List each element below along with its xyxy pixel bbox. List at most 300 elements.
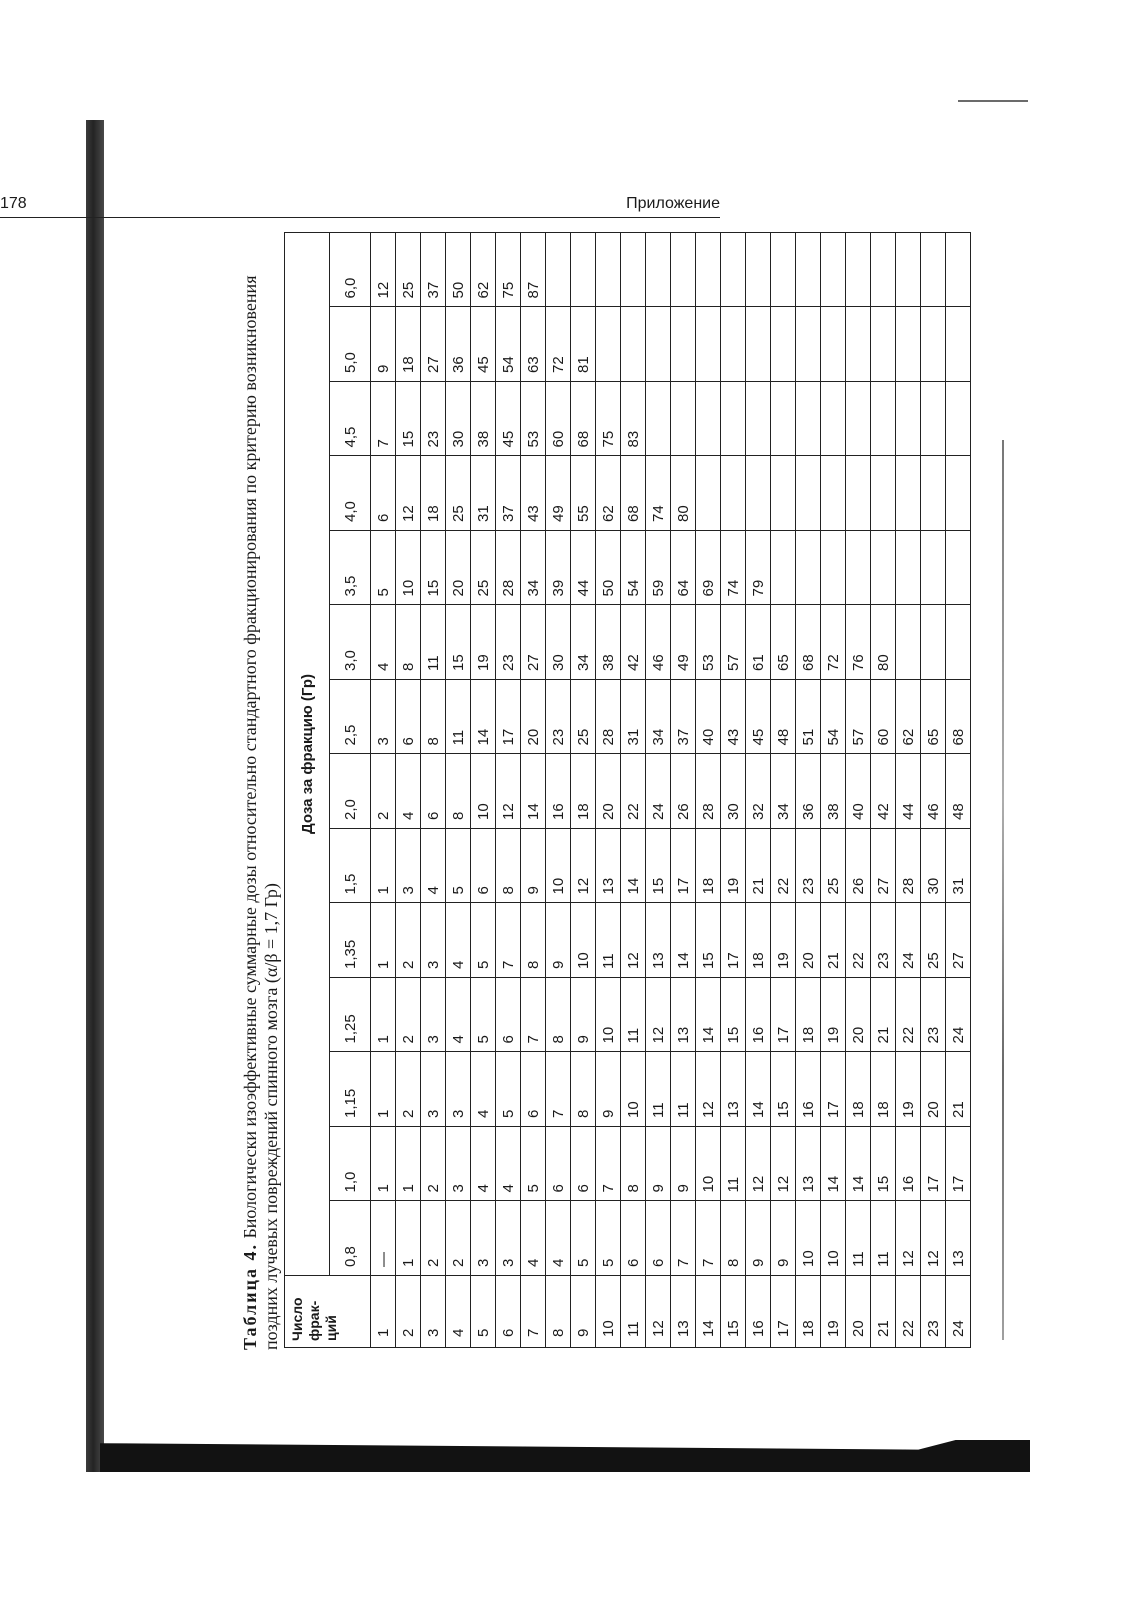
dose-value-cell: 57 <box>721 605 746 680</box>
dose-value-cell: 10 <box>796 1201 821 1276</box>
dose-value-cell: 9 <box>646 1127 671 1202</box>
dose-value-cell: 30 <box>921 829 946 904</box>
dose-value-cell: 62 <box>596 456 621 531</box>
dose-value-cell: 10 <box>821 1201 846 1276</box>
dose-value-cell: 74 <box>646 456 671 531</box>
dose-value-cell: 8 <box>496 829 521 904</box>
dose-value-cell: 10 <box>621 1052 646 1127</box>
dose-value-cell: 4 <box>371 605 396 680</box>
dose-value-cell: 15 <box>396 382 421 457</box>
dose-value-cell: 27 <box>521 605 546 680</box>
dose-value-cell <box>946 233 971 308</box>
fractions-count-cell: 6 <box>496 1276 521 1348</box>
dose-value-cell: 17 <box>921 1127 946 1202</box>
dose-value-cell: 11 <box>871 1201 896 1276</box>
dose-value-cell: 46 <box>921 754 946 829</box>
dose-value-cell: 39 <box>546 531 571 606</box>
dose-value-cell: 48 <box>771 680 796 755</box>
dose-value-cell: 7 <box>696 1201 721 1276</box>
dose-value-cell: 4 <box>471 1127 496 1202</box>
dose-value-cell: 24 <box>896 903 921 978</box>
dose-value-cell: 48 <box>946 754 971 829</box>
dose-value-cell: 49 <box>671 605 696 680</box>
dose-value-cell: 15 <box>421 531 446 606</box>
dose-column-header: 1,25 <box>330 978 371 1053</box>
table-row <box>696 233 721 1348</box>
dose-value-cell: 18 <box>796 978 821 1053</box>
dose-value-cell <box>696 382 721 457</box>
dose-value-cell: 14 <box>746 1052 771 1127</box>
dose-value-cell: 18 <box>696 829 721 904</box>
dose-value-cell: 20 <box>796 903 821 978</box>
dose-value-cell <box>696 307 721 382</box>
dose-value-cell: 87 <box>521 233 546 308</box>
dose-value-cell: 2 <box>396 903 421 978</box>
dose-value-cell: 5 <box>471 903 496 978</box>
section-title: Приложение <box>626 195 720 212</box>
dose-value-cell: 12 <box>746 1127 771 1202</box>
table-body <box>371 233 971 1348</box>
dose-value-cell: 4 <box>446 978 471 1053</box>
dose-value-cell <box>671 382 696 457</box>
book-page <box>0 195 967 1350</box>
dose-value-cell: 11 <box>446 680 471 755</box>
dose-value-cell <box>871 531 896 606</box>
dose-value-cell: 16 <box>746 978 771 1053</box>
dose-value-cell <box>821 456 846 531</box>
fractions-count-cell: 1 <box>371 1276 396 1348</box>
dose-value-cell: 17 <box>496 680 521 755</box>
dose-value-cell: 12 <box>621 903 646 978</box>
dose-value-cell: 12 <box>496 754 521 829</box>
dose-value-cell: 6 <box>396 680 421 755</box>
table-caption <box>240 235 282 1350</box>
dose-value-cell: 6 <box>546 1127 571 1202</box>
dose-value-cell: 3 <box>446 1127 471 1202</box>
dose-value-cell: 31 <box>946 829 971 904</box>
dose-value-cell: 2 <box>446 1201 471 1276</box>
dose-value-cell: 12 <box>696 1052 721 1127</box>
dose-value-cell: 38 <box>471 382 496 457</box>
dose-value-cell: 19 <box>821 978 846 1053</box>
dose-value-cell: 17 <box>821 1052 846 1127</box>
dose-value-cell <box>571 233 596 308</box>
dose-value-cell: 51 <box>796 680 821 755</box>
fractions-count-cell: 13 <box>671 1276 696 1348</box>
dose-value-cell: 4 <box>446 903 471 978</box>
dose-value-cell <box>946 456 971 531</box>
dose-value-cell: 23 <box>546 680 571 755</box>
dose-value-cell: 2 <box>396 1052 421 1127</box>
dose-value-cell: 3 <box>371 680 396 755</box>
fractions-count-cell: 19 <box>821 1276 846 1348</box>
dose-value-cell <box>796 382 821 457</box>
dose-value-cell: 50 <box>446 233 471 308</box>
dose-value-cell: 7 <box>546 1052 571 1127</box>
table-caption-text: Биологически изоэффективные суммарные дозы относительно стандартного фракционирования по критерию возникновения поздних лучевых повреждений спинного мозга (α/β = 1,7 Гр) <box>240 275 281 1350</box>
dose-value-cell: 36 <box>796 754 821 829</box>
dose-value-cell: 4 <box>546 1201 571 1276</box>
dose-value-cell <box>946 605 971 680</box>
dose-value-cell: 80 <box>671 456 696 531</box>
dose-column-header: 1,5 <box>330 829 371 904</box>
dose-value-cell: 12 <box>921 1201 946 1276</box>
dose-value-cell: 12 <box>371 233 396 308</box>
fractions-count-cell: 20 <box>846 1276 871 1348</box>
dose-value-cell: 21 <box>821 903 846 978</box>
dose-value-cell: 9 <box>746 1201 771 1276</box>
dose-value-cell: 61 <box>746 605 771 680</box>
dose-value-cell <box>721 307 746 382</box>
scan-edge-shadow-left <box>86 120 104 1472</box>
fractions-count-cell: 8 <box>546 1276 571 1348</box>
dose-value-cell: 68 <box>796 605 821 680</box>
dose-value-cell: 32 <box>746 754 771 829</box>
dose-value-cell: 74 <box>721 531 746 606</box>
dose-column-header: 3,0 <box>330 605 371 680</box>
dose-value-cell: 16 <box>796 1052 821 1127</box>
dose-value-cell: 28 <box>896 829 921 904</box>
dose-value-cell: 7 <box>596 1127 621 1202</box>
dose-value-cell: 49 <box>546 456 571 531</box>
dose-value-cell: 18 <box>746 903 771 978</box>
dose-value-cell <box>696 456 721 531</box>
dose-value-cell: 38 <box>821 754 846 829</box>
dose-value-cell: 5 <box>471 978 496 1053</box>
dose-value-cell <box>896 233 921 308</box>
dose-value-cell: 4 <box>471 1052 496 1127</box>
dose-value-cell: 8 <box>446 754 471 829</box>
dose-value-cell: 25 <box>471 531 496 606</box>
dose-value-cell: 8 <box>621 1127 646 1202</box>
dose-value-cell: 63 <box>521 307 546 382</box>
dose-value-cell: 53 <box>696 605 721 680</box>
dose-value-cell <box>921 382 946 457</box>
dose-value-cell: 9 <box>371 307 396 382</box>
table-row <box>871 233 896 1348</box>
dose-column-header: 4,5 <box>330 382 371 457</box>
dose-value-cell: 1 <box>371 1127 396 1202</box>
table-row <box>546 233 571 1348</box>
table-row <box>721 233 746 1348</box>
dose-value-cell: 83 <box>621 382 646 457</box>
dose-value-cell: 18 <box>421 456 446 531</box>
dose-value-cell <box>721 233 746 308</box>
dose-value-cell <box>746 233 771 308</box>
dose-values-header-row <box>330 233 371 1348</box>
fractions-count-cell: 22 <box>896 1276 921 1348</box>
fractions-count-cell: 15 <box>721 1276 746 1348</box>
dose-value-cell: 9 <box>671 1127 696 1202</box>
dose-value-cell <box>771 382 796 457</box>
fractions-count-cell: 2 <box>396 1276 421 1348</box>
fractions-column-header: Число фрак-ций <box>285 1276 371 1348</box>
dose-value-cell: 14 <box>846 1127 871 1202</box>
fractions-count-cell: 3 <box>421 1276 446 1348</box>
dose-value-cell: — <box>371 1201 396 1276</box>
dose-value-cell <box>771 307 796 382</box>
dose-value-cell: 1 <box>371 978 396 1053</box>
dose-value-cell <box>821 233 846 308</box>
dose-column-header: 2,0 <box>330 754 371 829</box>
dose-value-cell: 13 <box>596 829 621 904</box>
dose-value-cell: 59 <box>646 531 671 606</box>
dose-value-cell: 22 <box>846 903 871 978</box>
dose-value-cell: 1 <box>396 1127 421 1202</box>
dose-value-cell: 6 <box>646 1201 671 1276</box>
dose-value-cell <box>721 456 746 531</box>
dose-value-cell <box>746 382 771 457</box>
fractions-count-cell: 4 <box>446 1276 471 1348</box>
dose-value-cell: 9 <box>521 829 546 904</box>
dose-column-header: 4,0 <box>330 456 371 531</box>
dose-group-header: Доза за фракцию (Гр) <box>285 233 330 1276</box>
dose-value-cell <box>546 233 571 308</box>
dose-value-cell <box>946 382 971 457</box>
page-number: 178 <box>0 195 27 212</box>
dose-value-cell: 45 <box>496 382 521 457</box>
dose-value-cell: 5 <box>521 1127 546 1202</box>
dose-column-header: 0,8 <box>330 1201 371 1276</box>
table-row <box>621 233 646 1348</box>
dose-value-cell: 12 <box>771 1127 796 1202</box>
dose-value-cell: 11 <box>846 1201 871 1276</box>
dose-value-cell <box>896 605 921 680</box>
dose-value-cell: 9 <box>596 1052 621 1127</box>
dose-value-cell <box>846 382 871 457</box>
dose-value-cell: 16 <box>546 754 571 829</box>
dose-value-cell: 14 <box>671 903 696 978</box>
dose-value-cell: 27 <box>946 903 971 978</box>
dose-value-cell: 10 <box>571 903 596 978</box>
dose-value-cell: 54 <box>621 531 646 606</box>
dose-value-cell <box>621 307 646 382</box>
dose-column-header: 1,35 <box>330 903 371 978</box>
dose-value-cell <box>846 233 871 308</box>
dose-value-cell: 3 <box>421 903 446 978</box>
dose-value-cell: 60 <box>546 382 571 457</box>
table-row <box>796 233 821 1348</box>
dose-value-cell: 25 <box>571 680 596 755</box>
dose-value-cell: 6 <box>521 1052 546 1127</box>
dose-value-cell: 13 <box>721 1052 746 1127</box>
dose-value-cell: 7 <box>671 1201 696 1276</box>
dose-value-cell: 75 <box>596 382 621 457</box>
dose-value-cell: 22 <box>771 829 796 904</box>
dose-value-cell <box>771 531 796 606</box>
dose-value-cell: 4 <box>521 1201 546 1276</box>
dose-value-cell <box>921 531 946 606</box>
dose-value-cell: 14 <box>621 829 646 904</box>
dose-column-header: 6,0 <box>330 233 371 308</box>
table-row <box>396 233 421 1348</box>
dose-value-cell: 9 <box>546 903 571 978</box>
dose-value-cell: 9 <box>771 1201 796 1276</box>
dose-value-cell <box>946 531 971 606</box>
dose-value-cell: 42 <box>621 605 646 680</box>
dose-value-cell: 15 <box>771 1052 796 1127</box>
dose-value-cell: 14 <box>521 754 546 829</box>
dose-value-cell: 3 <box>446 1052 471 1127</box>
dose-value-cell: 30 <box>721 754 746 829</box>
dose-value-cell: 3 <box>396 829 421 904</box>
scan-mark-top <box>958 100 1028 102</box>
dose-value-cell: 23 <box>921 978 946 1053</box>
table-caption-label: Таблица 4. <box>240 1243 260 1350</box>
dose-value-cell <box>646 382 671 457</box>
dose-value-cell: 19 <box>471 605 496 680</box>
fractions-count-cell: 9 <box>571 1276 596 1348</box>
dose-value-cell: 55 <box>571 456 596 531</box>
dose-value-cell: 10 <box>396 531 421 606</box>
dose-value-cell: 4 <box>421 829 446 904</box>
dose-value-cell: 31 <box>471 456 496 531</box>
dose-table <box>284 232 971 1348</box>
fractions-count-cell: 10 <box>596 1276 621 1348</box>
table-row <box>746 233 771 1348</box>
dose-value-cell: 54 <box>496 307 521 382</box>
dose-column-header: 1,0 <box>330 1127 371 1202</box>
dose-value-cell: 3 <box>421 1052 446 1127</box>
dose-value-cell: 28 <box>696 754 721 829</box>
dose-value-cell <box>646 307 671 382</box>
dose-value-cell: 34 <box>646 680 671 755</box>
fractions-count-cell: 11 <box>621 1276 646 1348</box>
dose-value-cell: 75 <box>496 233 521 308</box>
dose-value-cell: 23 <box>421 382 446 457</box>
dose-value-cell: 2 <box>371 754 396 829</box>
dose-value-cell: 37 <box>421 233 446 308</box>
fractions-count-cell: 5 <box>471 1276 496 1348</box>
dose-value-cell: 45 <box>746 680 771 755</box>
dose-value-cell: 31 <box>621 680 646 755</box>
dose-value-cell: 25 <box>921 903 946 978</box>
dose-value-cell: 6 <box>496 978 521 1053</box>
dose-value-cell: 34 <box>771 754 796 829</box>
dose-value-cell: 54 <box>821 680 846 755</box>
scan-edge-shadow-bottom <box>100 1440 1030 1472</box>
dose-value-cell: 14 <box>471 680 496 755</box>
dose-value-cell: 19 <box>771 903 796 978</box>
dose-value-cell: 15 <box>646 829 671 904</box>
table-row <box>521 233 546 1348</box>
dose-value-cell: 12 <box>646 978 671 1053</box>
dose-value-cell <box>746 307 771 382</box>
dose-value-cell <box>596 307 621 382</box>
dose-value-cell: 10 <box>471 754 496 829</box>
fractions-count-cell: 21 <box>871 1276 896 1348</box>
dose-value-cell: 11 <box>671 1052 696 1127</box>
dose-value-cell <box>671 307 696 382</box>
dose-value-cell: 79 <box>746 531 771 606</box>
dose-value-cell: 28 <box>496 531 521 606</box>
dose-value-cell: 15 <box>721 978 746 1053</box>
dose-value-cell: 37 <box>496 456 521 531</box>
fractions-count-cell: 17 <box>771 1276 796 1348</box>
dose-value-cell: 6 <box>571 1127 596 1202</box>
table-row <box>921 233 946 1348</box>
dose-value-cell: 72 <box>821 605 846 680</box>
dose-value-cell: 80 <box>871 605 896 680</box>
dose-value-cell: 12 <box>896 1201 921 1276</box>
dose-value-cell: 23 <box>796 829 821 904</box>
dose-value-cell: 26 <box>671 754 696 829</box>
dose-value-cell: 30 <box>446 382 471 457</box>
dose-value-cell: 23 <box>496 605 521 680</box>
dose-value-cell <box>821 307 846 382</box>
dose-value-cell: 24 <box>946 978 971 1053</box>
dose-value-cell: 20 <box>446 531 471 606</box>
dose-value-cell: 23 <box>871 903 896 978</box>
dose-value-cell <box>921 307 946 382</box>
dose-value-cell: 19 <box>721 829 746 904</box>
table-row <box>946 233 971 1348</box>
table-header-row <box>285 233 330 1348</box>
fractions-count-cell: 7 <box>521 1276 546 1348</box>
dose-value-cell: 65 <box>771 605 796 680</box>
dose-value-cell: 37 <box>671 680 696 755</box>
dose-value-cell: 21 <box>946 1052 971 1127</box>
dose-value-cell <box>796 531 821 606</box>
dose-value-cell: 65 <box>921 680 946 755</box>
dose-value-cell <box>871 382 896 457</box>
dose-value-cell: 1 <box>396 1201 421 1276</box>
dose-value-cell <box>921 605 946 680</box>
table-row <box>821 233 846 1348</box>
dose-value-cell: 11 <box>646 1052 671 1127</box>
dose-value-cell <box>846 531 871 606</box>
dose-value-cell: 24 <box>646 754 671 829</box>
dose-value-cell: 7 <box>521 978 546 1053</box>
dose-value-cell: 44 <box>896 754 921 829</box>
dose-value-cell: 8 <box>396 605 421 680</box>
dose-value-cell: 81 <box>571 307 596 382</box>
dose-value-cell: 27 <box>421 307 446 382</box>
scan-mark-right <box>1002 440 1004 1340</box>
dose-value-cell: 20 <box>521 680 546 755</box>
dose-value-cell <box>796 307 821 382</box>
table-row <box>371 233 396 1348</box>
dose-value-cell: 7 <box>496 903 521 978</box>
dose-value-cell <box>621 233 646 308</box>
dose-value-cell: 21 <box>871 978 896 1053</box>
dose-value-cell <box>696 233 721 308</box>
dose-value-cell: 72 <box>546 307 571 382</box>
dose-value-cell: 8 <box>571 1052 596 1127</box>
dose-value-cell: 68 <box>571 382 596 457</box>
dose-value-cell: 4 <box>496 1127 521 1202</box>
dose-value-cell: 2 <box>421 1201 446 1276</box>
dose-column-header: 1,15 <box>330 1052 371 1127</box>
dose-value-cell: 18 <box>871 1052 896 1127</box>
dose-value-cell: 50 <box>596 531 621 606</box>
dose-value-cell: 43 <box>521 456 546 531</box>
dose-value-cell: 11 <box>421 605 446 680</box>
table-row <box>421 233 446 1348</box>
dose-value-cell: 1 <box>371 829 396 904</box>
dose-value-cell: 36 <box>446 307 471 382</box>
dose-value-cell: 11 <box>721 1127 746 1202</box>
running-header <box>0 195 720 218</box>
dose-value-cell: 21 <box>746 829 771 904</box>
dose-value-cell: 26 <box>846 829 871 904</box>
dose-value-cell: 15 <box>696 903 721 978</box>
dose-value-cell: 19 <box>896 1052 921 1127</box>
dose-value-cell <box>821 382 846 457</box>
fractions-count-cell: 18 <box>796 1276 821 1348</box>
fractions-count-cell: 12 <box>646 1276 671 1348</box>
dose-value-cell: 40 <box>696 680 721 755</box>
